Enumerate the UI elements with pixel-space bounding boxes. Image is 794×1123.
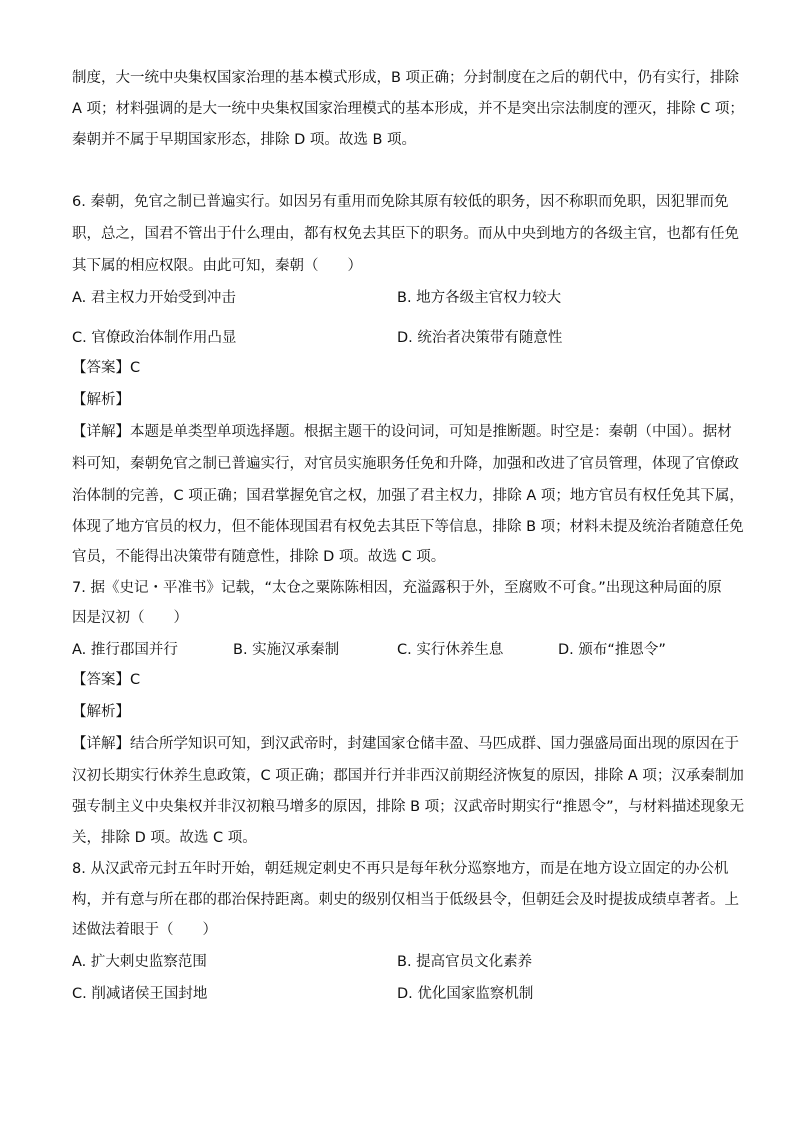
q6-detail-line-4: 体现了地方官员的权力，但不能体现国君有权免去其臣下等信息，排除 B 项；材料未提及统治者随意任免 (72, 519, 744, 535)
q8-stem-line-1: 8. 从汉武帝元封五年时开始，朝廷规定刺史不再只是每年秋分巡察地方，而是在地方设立固定的办公机 (72, 861, 729, 877)
intro-line-2: A 项；材料强调的是大一统中央集权国家治理模式的基本形成，并不是突出宗法制度的湮灭，排除 C 项； (72, 101, 744, 117)
q8-option-b: B. 提高官员文化素养 (397, 954, 533, 970)
q6-stem-line-3: 其下属的相应权限。由此可知，秦朝（ ） (72, 258, 362, 274)
q6-option-c: C. 官僚政治体制作用凸显 (72, 330, 237, 346)
q7-stem-line-1: 7. 据《史记・平准书》记载，“太仓之粟陈陈相因，充溢露积于外，至腐败不可食。”出现这种局面的原 (72, 580, 722, 596)
q6-stem-line-1: 6. 秦朝，免官之制已普遍实行。如因另有重用而免除其原有较低的职务，因不称职而免职，因犯罪而免 (72, 194, 729, 210)
q7-option-c: C. 实行休养生息 (397, 642, 504, 658)
q7-detail-line-4: 关，排除 D 项。故选 C 项。 (72, 830, 257, 846)
q7-answer: 【答案】C (72, 672, 141, 688)
q8-option-c: C. 削减诸侯王国封地 (72, 986, 208, 1002)
q6-answer: 【答案】C (72, 360, 141, 376)
q6-option-d: D. 统治者决策带有随意性 (397, 330, 563, 346)
intro-line-1: 制度，大一统中央集权国家治理的基本模式形成，B 项正确；分封制度在之后的朝代中，仍有实行，排除 (72, 70, 740, 86)
q7-detail-line-3: 强专制主义中央集权并非汉初粮马增多的原因，排除 B 项；汉武帝时期实行“推恩令”，与材料描述现象无 (72, 799, 745, 815)
intro-line-3: 秦朝并不属于早期国家形态，排除 D 项。故选 B 项。 (72, 132, 417, 148)
q7-detail-line-1: 【详解】结合所学知识可知，到汉武帝时，封建国家仓储丰盈、马匹成群、国力强盛局面出现的原因在于 (72, 736, 739, 752)
q6-option-b: B. 地方各级主官权力较大 (397, 290, 562, 306)
q6-detail-line-3: 治体制的完善，C 项正确；国君掌握免官之权，加强了君主权力，排除 A 项；地方官员有权任免其下属， (72, 488, 744, 504)
q6-detail-line-2: 料可知，秦朝免官之制已普遍实行，对官员实施职务任免和升降，加强和改进了官员管理，体现了官僚政 (72, 456, 739, 472)
q6-stem-line-2: 职，总之，国君不管出于什么理由，都有权免去其臣下的职务。而从中央到地方的各级主官，也都有任免 (72, 226, 739, 242)
q7-stem-line-2: 因是汉初（ ） (72, 610, 188, 626)
q6-detail-line-5: 官员，不能得出决策带有随意性，排除 D 项。故选 C 项。 (72, 549, 446, 565)
q7-option-d: D. 颁布“推恩令” (558, 642, 666, 658)
q8-stem-line-3: 述做法着眼于（ ） (72, 922, 217, 938)
q8-stem-line-2: 构，并有意与所在郡的郡治保持距离。刺史的级别仅相当于低级县令，但朝廷会及时提拔成绩卓著者。上 (72, 892, 739, 908)
q6-option-a: A. 君主权力开始受到冲击 (72, 290, 236, 306)
q6-analysis-label: 【解析】 (72, 392, 130, 408)
q8-option-a: A. 扩大刺史监察范围 (72, 954, 207, 970)
q7-option-b: B. 实施汉承秦制 (233, 642, 340, 658)
q6-detail-line-1: 【详解】本题是单类型单项选择题。根据主题干的设问词，可知是推断题。时空是：秦朝（中国）。据材 (72, 424, 732, 440)
q8-option-d: D. 优化国家监察机制 (397, 986, 534, 1002)
q7-detail-line-2: 汉初长期实行休养生息政策，C 项正确；郡国并行并非西汉前期经济恢复的原因，排除 A 项；汉承秦制加 (72, 768, 744, 784)
q7-option-a: A. 推行郡国并行 (72, 642, 178, 658)
q7-analysis-label: 【解析】 (72, 704, 130, 720)
